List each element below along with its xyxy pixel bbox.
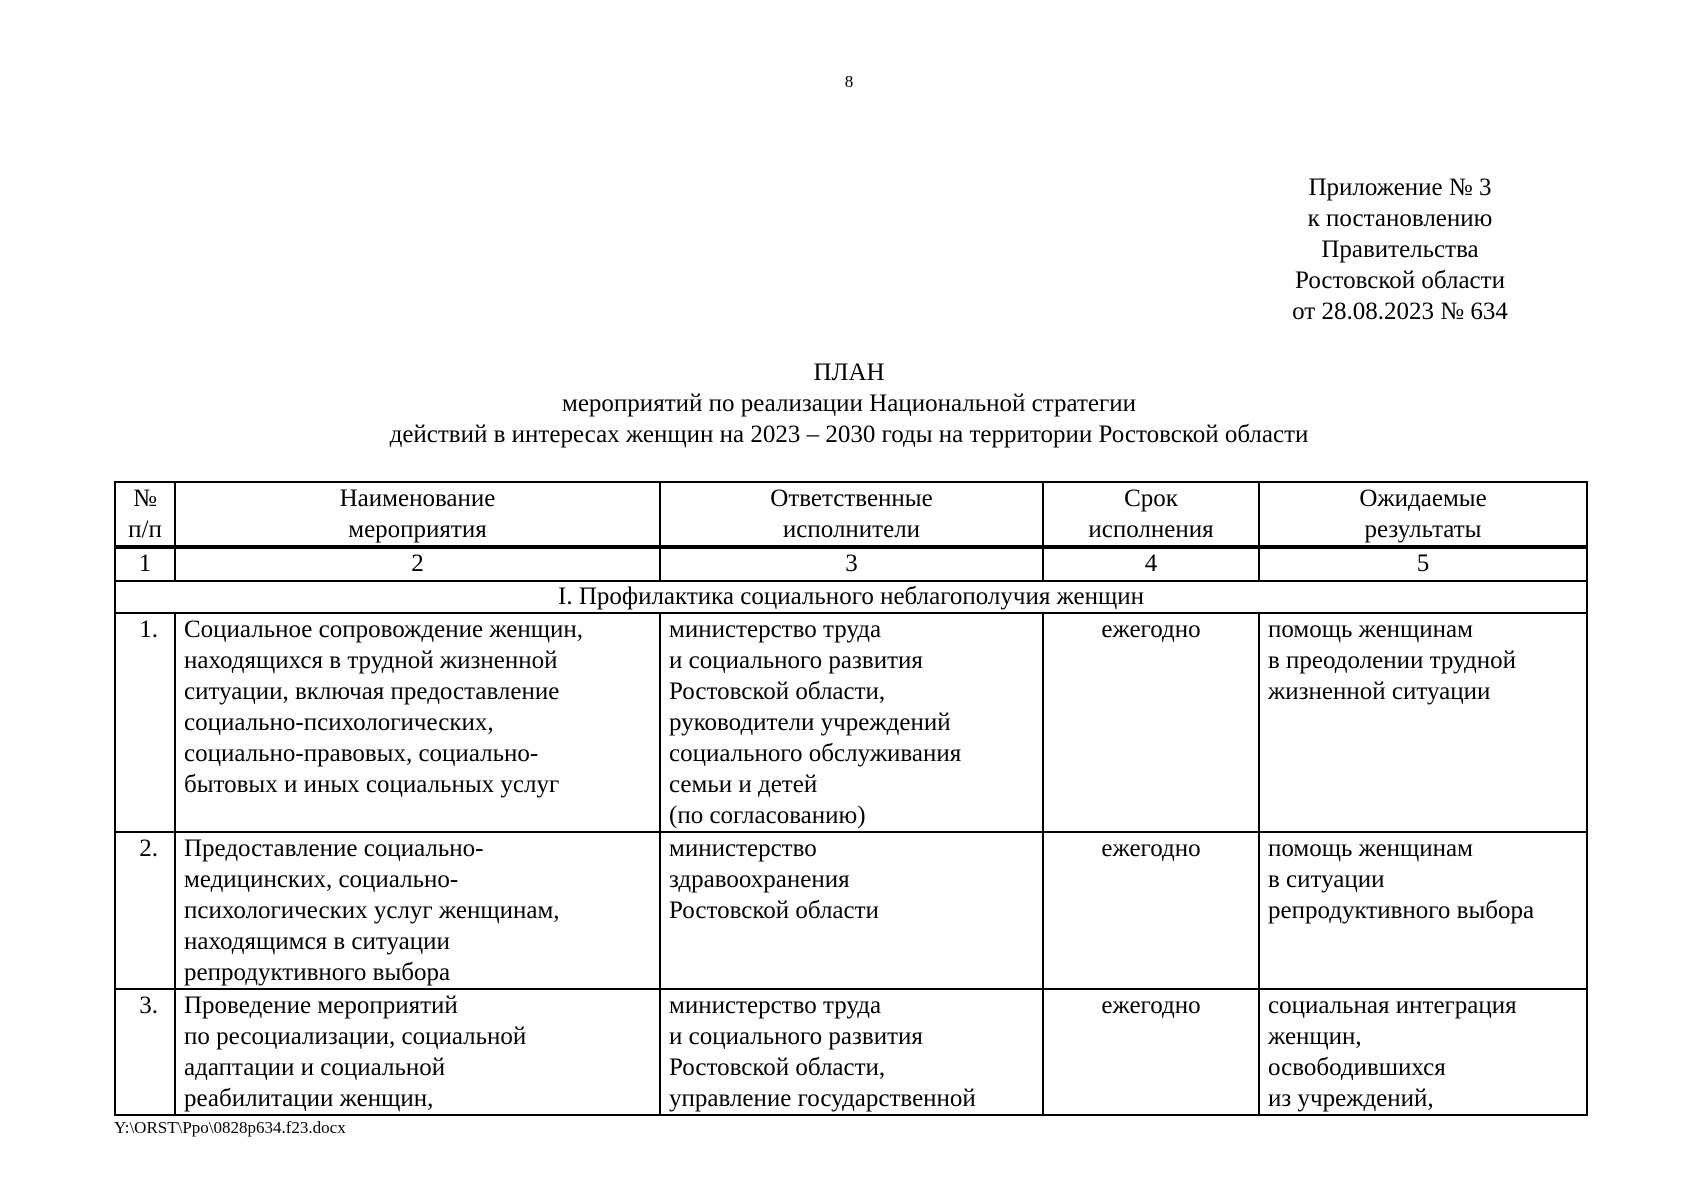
- row-results: социальная интеграция женщин, освободившихся из учреждений,: [1259, 989, 1587, 1115]
- section-row: [115, 581, 1587, 613]
- row-term: ежегодно: [1043, 613, 1259, 832]
- column-number: 2: [175, 547, 660, 581]
- page-number: 8: [844, 72, 854, 91]
- row-name: Проведение мероприятий по ресоциализации, социальной адаптации и социальной реабилитации женщин,: [175, 989, 660, 1115]
- appendix-line: Ростовской области: [1295, 267, 1505, 294]
- plan-title: ПЛАН: [813, 359, 885, 386]
- appendix-line: к постановлению: [1307, 205, 1493, 232]
- header-results: Ожидаемые результаты: [1259, 482, 1587, 547]
- row-num: 1.: [115, 613, 175, 832]
- file-path-footer: Y:\ORST\Ppo\0828p634.f23.docx: [114, 1118, 346, 1137]
- header-executors: Ответственные исполнители: [660, 482, 1043, 547]
- table-row: [115, 989, 1587, 1115]
- appendix-line: Приложение № 3: [1308, 174, 1492, 201]
- row-results: помощь женщинам в ситуации репродуктивного выбора: [1259, 832, 1587, 989]
- row-num: 2.: [115, 832, 175, 989]
- table-row: [115, 832, 1587, 989]
- row-term: ежегодно: [1043, 832, 1259, 989]
- header-num: № п/п: [115, 482, 175, 547]
- section-title: I. Профилактика социального неблагополучия женщин: [115, 581, 1587, 613]
- column-number: 3: [660, 547, 1043, 581]
- column-number: 1: [115, 547, 175, 581]
- table-row: [115, 613, 1587, 832]
- row-num: 3.: [115, 989, 175, 1115]
- row-executors: министерство труда и социального развития Ростовской области, руководители учреждений социального обслуживания семьи и детей (по согласованию): [660, 613, 1043, 832]
- plan-table: [114, 481, 1588, 1116]
- row-executors: министерство здравоохранения Ростовской области: [660, 832, 1043, 989]
- row-name: Социальное сопровождение женщин, находящихся в трудной жизненной ситуации, включая предоставление социально-психологических, социально-правовых, социально- бытовых и иных социальных услуг: [175, 613, 660, 832]
- row-executors: министерство труда и социального развития Ростовской области, управление государственной: [660, 989, 1043, 1115]
- plan-heading: [0, 357, 1698, 450]
- appendix-block: [1268, 172, 1532, 327]
- appendix-line: от 28.08.2023 № 634: [1292, 298, 1508, 325]
- header-name: Наименование мероприятия: [175, 482, 660, 547]
- row-term: ежегодно: [1043, 989, 1259, 1115]
- row-name: Предоставление социально- медицинских, социально- психологических услуг женщинам, находящимся в ситуации репродуктивного выбора: [175, 832, 660, 989]
- table-header-row: [115, 482, 1587, 547]
- plan-subtitle: действий в интересах женщин на 2023 – 2030 годы на территории Ростовской области: [389, 421, 1309, 448]
- column-number: 4: [1043, 547, 1259, 581]
- column-numbers-row: [115, 547, 1587, 581]
- column-number: 5: [1259, 547, 1587, 581]
- row-results: помощь женщинам в преодолении трудной жизненной ситуации: [1259, 613, 1587, 832]
- appendix-line: Правительства: [1321, 236, 1479, 263]
- header-term: Срок исполнения: [1043, 482, 1259, 547]
- plan-subtitle: мероприятий по реализации Национальной стратегии: [562, 390, 1136, 417]
